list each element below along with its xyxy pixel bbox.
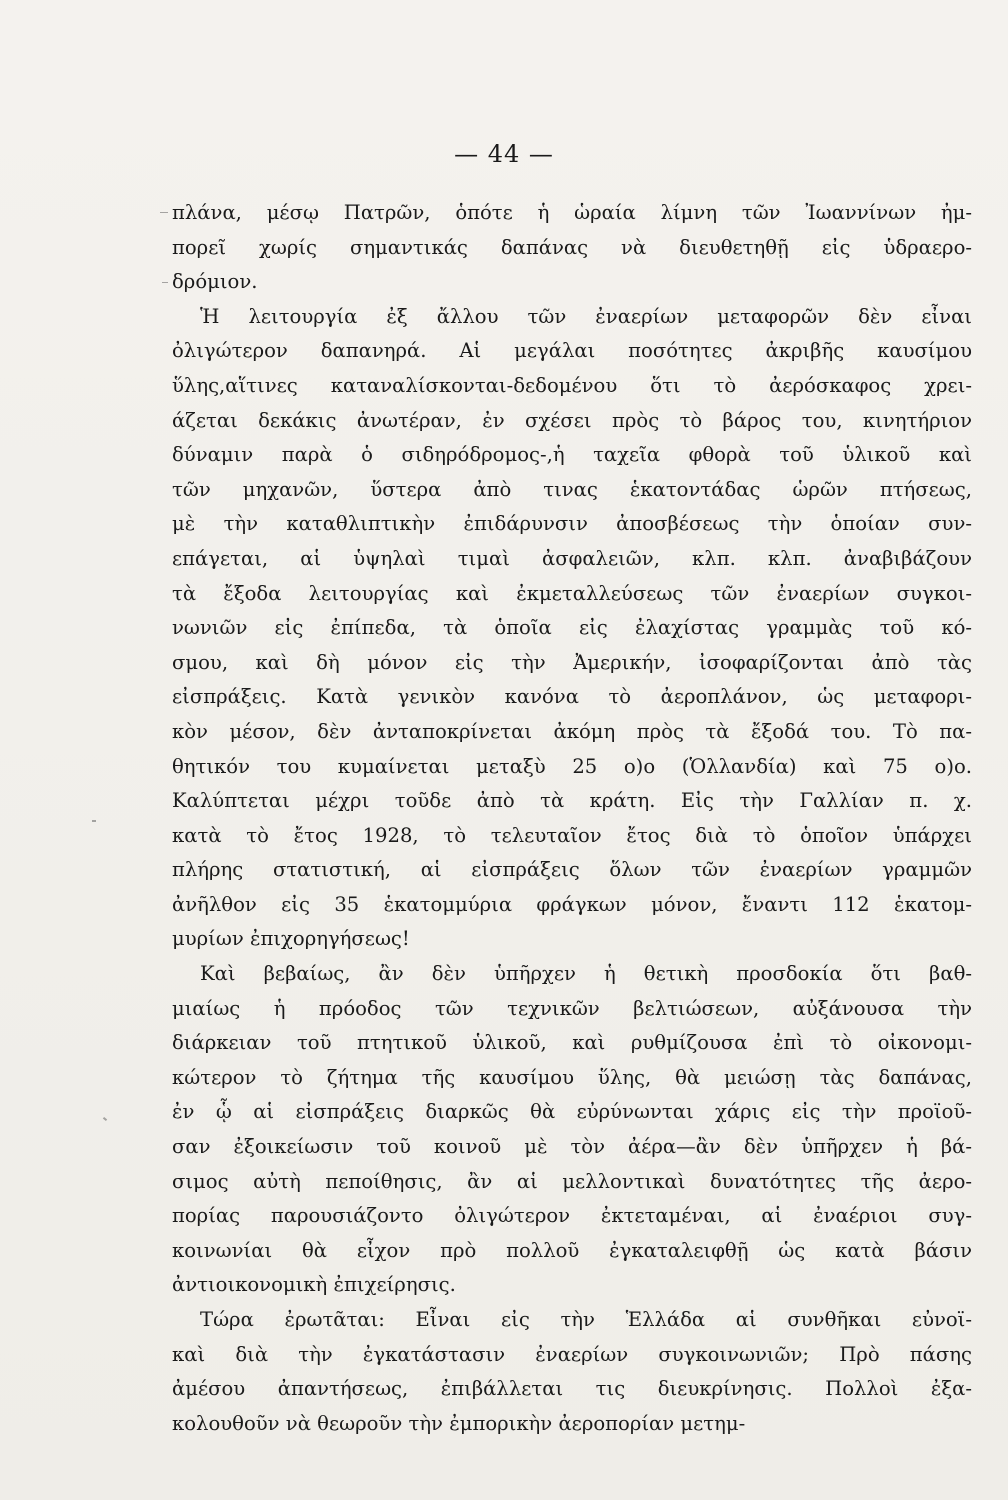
text-line: νωνιῶν εἰς ἐπίπεδα, τὰ ὁποῖα εἰς ἐλαχίστας γραμμὰς τοῦ κό- (172, 616, 972, 640)
text-line: ἀνῆλθον εἰς 35 ἑκατομμύρια φράγκων μόνον, ἔναντι 112 ἑκατομ- (172, 892, 972, 916)
text-line: κατὰ τὸ ἔτος 1928, τὸ τελευταῖον ἔτος διὰ τὸ ὁποῖον ὑπάρχει (172, 823, 972, 847)
text-line: εἰσπράξεις. Κατὰ γενικὸν κανόνα τὸ ἀεροπλάνον, ὡς μεταφορι- (172, 685, 972, 709)
text-line: μιαίως ἡ πρόοδος τῶν τεχνικῶν βελτιώσεων, αὐξάνουσα τὴν (172, 996, 972, 1020)
text-line: τῶν μηχανῶν, ὕστερα ἀπὸ τινας ἑκατοντάδας ὡρῶν πτήσεως, (172, 477, 972, 501)
text-line: μυρίων ἐπιχορηγήσεως! (172, 927, 410, 951)
text-line: Ἡ λειτουργία ἐξ ἄλλου τῶν ἐναερίων μεταφορῶν δὲν εἶναι (200, 304, 972, 328)
print-speck (162, 282, 168, 283)
text-line: δύναμιν παρὰ ὁ σιδηρόδρομος-,ἡ ταχεῖα φθορὰ τοῦ ὑλικοῦ καὶ (172, 443, 972, 467)
text-line: πορεῖ χωρίς σημαντικάς δαπάνας νὰ διευθετηθῇ εἰς ὑδραερο- (172, 235, 972, 259)
text-line: ἀντιοικονομικὴ ἐπιχείρησις. (172, 1273, 456, 1297)
text-line: σμου, καὶ δὴ μόνον εἰς τὴν Ἀμερικήν, ἰσοφαρίζονται ἀπὸ τὰς (172, 650, 972, 674)
text-line: κὸν μέσον, δὲν ἀνταποκρίνεται ἀκόμη πρὸς τὰ ἔξοδά του. Τὸ πα- (172, 719, 972, 743)
text-line: πλήρης στατιστική, αἱ εἰσπράξεις ὅλων τῶν ἐναερίων γραμμῶν (172, 858, 972, 882)
body-text (172, 196, 972, 1441)
text-line: επάγεται, αἱ ὑψηλαὶ τιμαὶ ἀσφαλειῶν, κλπ. κλπ. ἀναβιβάζουν (172, 546, 972, 570)
text-line: κώτερον τὸ ζήτημα τῆς καυσίμου ὕλης, θὰ μειώσῃ τὰς δαπάνας, (172, 1065, 972, 1089)
text-line: ἐν ᾧ αἱ εἰσπράξεις διαρκῶς θὰ εὐρύνωνται χάρις εἰς τὴν προϊοῦ- (172, 1100, 972, 1124)
text-line: ὀλιγώτερον δαπανηρά. Αἱ μεγάλαι ποσότητες ἀκριβῆς καυσίμου (172, 339, 972, 363)
text-line: διάρκειαν τοῦ πτητικοῦ ὑλικοῦ, καὶ ρυθμίζουσα ἐπὶ τὸ οἰκονομι- (172, 1031, 972, 1055)
text-line: καὶ διὰ τὴν ἐγκατάστασιν ἐναερίων συγκοινωνιῶν; Πρὸ πάσης (172, 1342, 972, 1366)
print-speck (92, 820, 96, 822)
text-line: κοινωνίαι θὰ εἶχον πρὸ πολλοῦ ἐγκαταλειφθῇ ὡς κατὰ βάσιν (172, 1238, 972, 1262)
text-line: σαν ἐξοικείωσιν τοῦ κοινοῦ μὲ τὸν ἀέρα—ἂν δὲν ὑπῆρχεν ἡ βά- (172, 1135, 972, 1159)
print-speck (103, 1117, 107, 1121)
text-line: ἀμέσου ἀπαντήσεως, ἐπιβάλλεται τις διευκρίνησις. Πολλοὶ ἐξα- (172, 1377, 972, 1401)
text-line: τὰ ἔξοδα λειτουργίας καὶ ἐκμεταλλεύσεως τῶν ἐναερίων συγκοι- (172, 581, 972, 605)
text-line: Καλύπτεται μέχρι τοῦδε ἀπὸ τὰ κράτη. Εἰς τὴν Γαλλίαν π. χ. (172, 789, 972, 813)
text-line: θητικόν του κυμαίνεται μεταξὺ 25 ο)ο (Ὁλλανδία) καὶ 75 ο)ο. (172, 754, 972, 778)
text-line: άζεται δεκάκις ἀνωτέραν, ἐν σχέσει πρὸς τὸ βάρος του, κινητήριον (172, 408, 972, 432)
text-line: πλάνα, μέσῳ Πατρῶν, ὁπότε ἡ ὡραία λίμνη τῶν Ἰωαννίνων ἠμ- (172, 201, 972, 224)
page-number: — 44 — (454, 140, 554, 168)
text-line: μὲ τὴν καταθλιπτικὴν ἐπιδάρυνσιν ἀποσβέσεως τὴν ὁποίαν συν- (172, 512, 972, 536)
text-line: Τώρα ἐρωτᾶται: Εἶναι εἰς τὴν Ἑλλάδα αἱ συνθῆκαι εὐνοϊ- (200, 1308, 972, 1331)
text-line: ὕλης,αἵτινες καταναλίσκονται-δεδομένου ὅτι τὸ ἀερόσκαφος χρει- (172, 373, 972, 397)
text-line: κολουθοῦν νὰ θεωροῦν τὴν ἐμπορικὴν ἀεροπορίαν μετημ- (172, 1411, 746, 1435)
print-speck (160, 212, 168, 213)
text-line: δρόμιον. (172, 270, 258, 294)
text-line: πορίας παρουσιάζοντο ὀλιγώτερον ἐκτεταμέναι, αἱ ἐναέριοι συγ- (172, 1204, 972, 1228)
text-line: Καὶ βεβαίως, ἂν δὲν ὑπῆρχεν ἡ θετικὴ προσδοκία ὅτι βαθ- (200, 962, 972, 986)
text-line: σιμος αὐτὴ πεποίθησις, ἂν αἱ μελλοντικαὶ δυνατότητες τῆς ἀερο- (172, 1169, 972, 1193)
